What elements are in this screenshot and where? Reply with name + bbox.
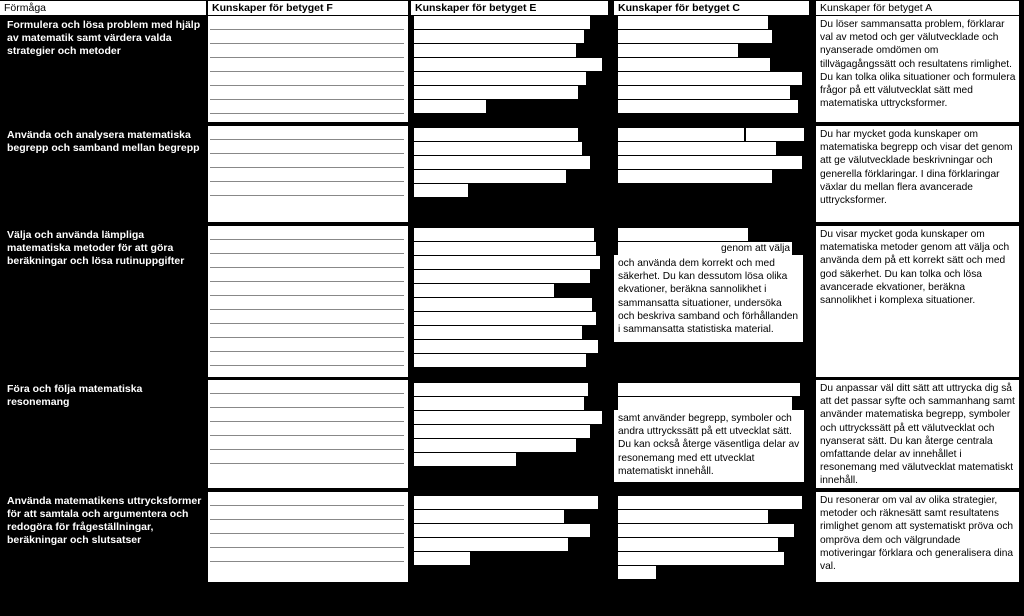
grade-f-line-bar [210,493,404,506]
grade-e-bar [414,142,582,155]
grade-e-bar [414,44,576,57]
header-grade-c: Kunskaper för betyget C [614,1,809,15]
grade-f-line-bar [210,325,404,338]
grade-e-bar [414,354,586,367]
grade-f-line-bar [210,73,404,86]
grade-c-bar [618,100,798,113]
grade-f-line-bar [210,141,404,154]
grade-e-bar [414,228,594,241]
row-4-grade-c-text: samt använder begrepp, symboler och andra uttryckssätt på ett utvecklat sätt. Du kan också återge väsentliga delar av resonemang med ett utvecklat matematiskt innehåll. [614,410,804,482]
grade-f-line-bar [210,227,404,240]
grade-e-bar [414,184,468,197]
grade-c-bar [618,128,744,141]
grade-e-bar [414,30,584,43]
grade-e-bar [414,538,568,551]
grade-f-line-bar [210,101,404,114]
grade-c-bar [618,58,770,71]
grade-f-line-bar [210,87,404,100]
grade-c-bar [618,242,720,255]
row-2-grade-a-text: Du har mycket goda kunskaper om matematiska begrepp och visar det genom att ge välutvecklade beskrivningar och generella förklaringar. I dina förklaringar växlar du mellan flera avancerade uttrycksformer. [816,126,1019,222]
grade-f-line-bar [210,437,404,450]
grade-f-line-bar [210,535,404,548]
grade-f-line-bar [210,423,404,436]
grade-c-bar [618,156,802,169]
grade-c-bar [746,128,804,141]
grade-f-line-bar [210,127,404,140]
grade-c-bar [618,142,776,155]
grade-c-bar [618,170,772,183]
grade-f-line-bar [210,353,404,366]
grade-c-bar [618,496,802,509]
grade-e-bar [414,411,602,424]
grade-e-bar [414,383,588,396]
grade-e-bar [414,510,564,523]
grade-f-line-bar [210,255,404,268]
grade-e-bar [414,256,600,269]
header-grade-f: Kunskaper för betyget F [208,1,408,15]
grade-e-bar [414,86,578,99]
grade-c-bar [618,72,802,85]
grade-c-bar [618,538,778,551]
grade-e-bar [414,156,590,169]
grade-f-line-bar [210,269,404,282]
grade-f-line-bar [210,339,404,352]
grade-f-line-bar [210,59,404,72]
grade-e-bar [414,552,470,565]
grade-c-bar [618,552,784,565]
grade-c-bar [618,30,772,43]
grade-e-bar [414,340,598,353]
grade-e-bar [414,425,590,438]
grade-f-line-bar [210,297,404,310]
grade-c-bar [618,44,738,57]
grade-c-bar [618,16,768,29]
grade-f-line-bar [210,183,404,196]
grade-f-line-bar [210,395,404,408]
grade-c-bar [618,383,800,396]
header-formaga: Förmåga [0,1,206,15]
row-2-formaga: Använda och analysera matematiska begrepp och samband mellan begrepp [7,129,200,154]
grade-f-line-bar [210,409,404,422]
grade-f-line-bar [210,507,404,520]
grade-f-line-bar [210,521,404,534]
grade-e-bar [414,453,516,466]
grade-f-line-bar [210,155,404,168]
grade-e-bar [414,270,590,283]
grade-e-bar [414,496,598,509]
row-3-grade-a-text: Du visar mycket goda kunskaper om matematiska metoder genom att välja och använda dem på ett korrekt sätt och med god säkerhet. Du kan tolka och lösa avancerade ekvationer, beräkna sannolikhet i komplexa situationer. [816,226,1019,377]
grade-e-bar [414,72,586,85]
grade-e-bar [414,524,590,537]
grade-c-bar [618,86,790,99]
grade-e-bar [414,298,592,311]
grade-e-bar [414,312,596,325]
header-grade-a: Kunskaper för betyget A [816,1,1019,15]
grade-f-line-bar [210,45,404,58]
grade-e-bar [414,58,602,71]
row-3-grade-c-text: och använda dem korrekt och med säkerhet. Du kan dessutom lösa olika ekvationer, beräkna sannolikhet i sammansatta situationer, undersöka och beskriva samband och förhållanden i sammansatta statistiska material. [614,255,803,342]
row-1-grade-a-text: Du löser sammansatta problem, förklarar val av metod och ger välutvecklade och nyanserade omdömen om tillvägagångssätt och resultatens rimlighet. Du kan tolka olika situationer och formulera frågor på ett välutvecklat sätt med matematiska uttrycksformer. [816,16,1019,122]
grade-f-line-bar [210,241,404,254]
header-grade-e: Kunskaper för betyget E [411,1,608,15]
grade-e-bar [414,284,554,297]
grade-f-line-bar [210,17,404,30]
grade-f-line-bar [210,549,404,562]
grade-c-bar [618,228,748,241]
grade-c-bar [618,397,792,410]
row-4-grade-a-text: Du anpassar väl ditt sätt att uttrycka dig så att det passar syfte och sammanhang samt använder matematiska begrepp, symboler och uttryckssätt på ett välutvecklat och nyanserat sätt. Du kan återge centrala omfattande delar av innehållet i resonemang med välutvecklat matematiskt innehåll. [816,380,1019,488]
grade-e-bar [414,128,578,141]
row-1-formaga: Formulera och lösa problem med hjälp av matematik samt värdera valda strategier och metoder [7,19,201,57]
grade-e-bar [414,439,576,452]
row-5-grade-a-text: Du resonerar om val av olika strategier, metoder och räknesätt samt resultatens rimlighet genom att systematiskt pröva och ompröva dem och välgrundade motiveringar förklara och generalisera dina val. [816,492,1019,582]
grade-e-bar [414,397,584,410]
grade-f-line-bar [210,169,404,182]
row-5-formaga: Använda matematikens uttrycksformer för att samtala och argumentera och redogöra för frågeställningar, beräkningar och slutsatser [7,495,202,546]
grade-f-line-bar [210,31,404,44]
grade-c-bar [618,566,656,579]
grade-e-bar [414,16,590,29]
grade-f-line-bar [210,311,404,324]
grade-e-bar [414,100,486,113]
grade-f-line-bar [210,283,404,296]
grade-f-line-bar [210,381,404,394]
grade-c-bar [618,510,768,523]
row-3-formaga: Välja och använda lämpliga matematiska metoder för att göra beräkningar och lösa rutinuppgifter [7,229,185,267]
row-3-grade-c-fragment: genom att välja [721,243,791,254]
grade-e-bar [414,170,566,183]
row-4-formaga: Föra och följa matematiska resonemang [7,383,143,408]
grade-e-bar [414,326,582,339]
grade-f-line-bar [210,451,404,464]
grade-c-bar [618,524,794,537]
grade-e-bar [414,242,596,255]
